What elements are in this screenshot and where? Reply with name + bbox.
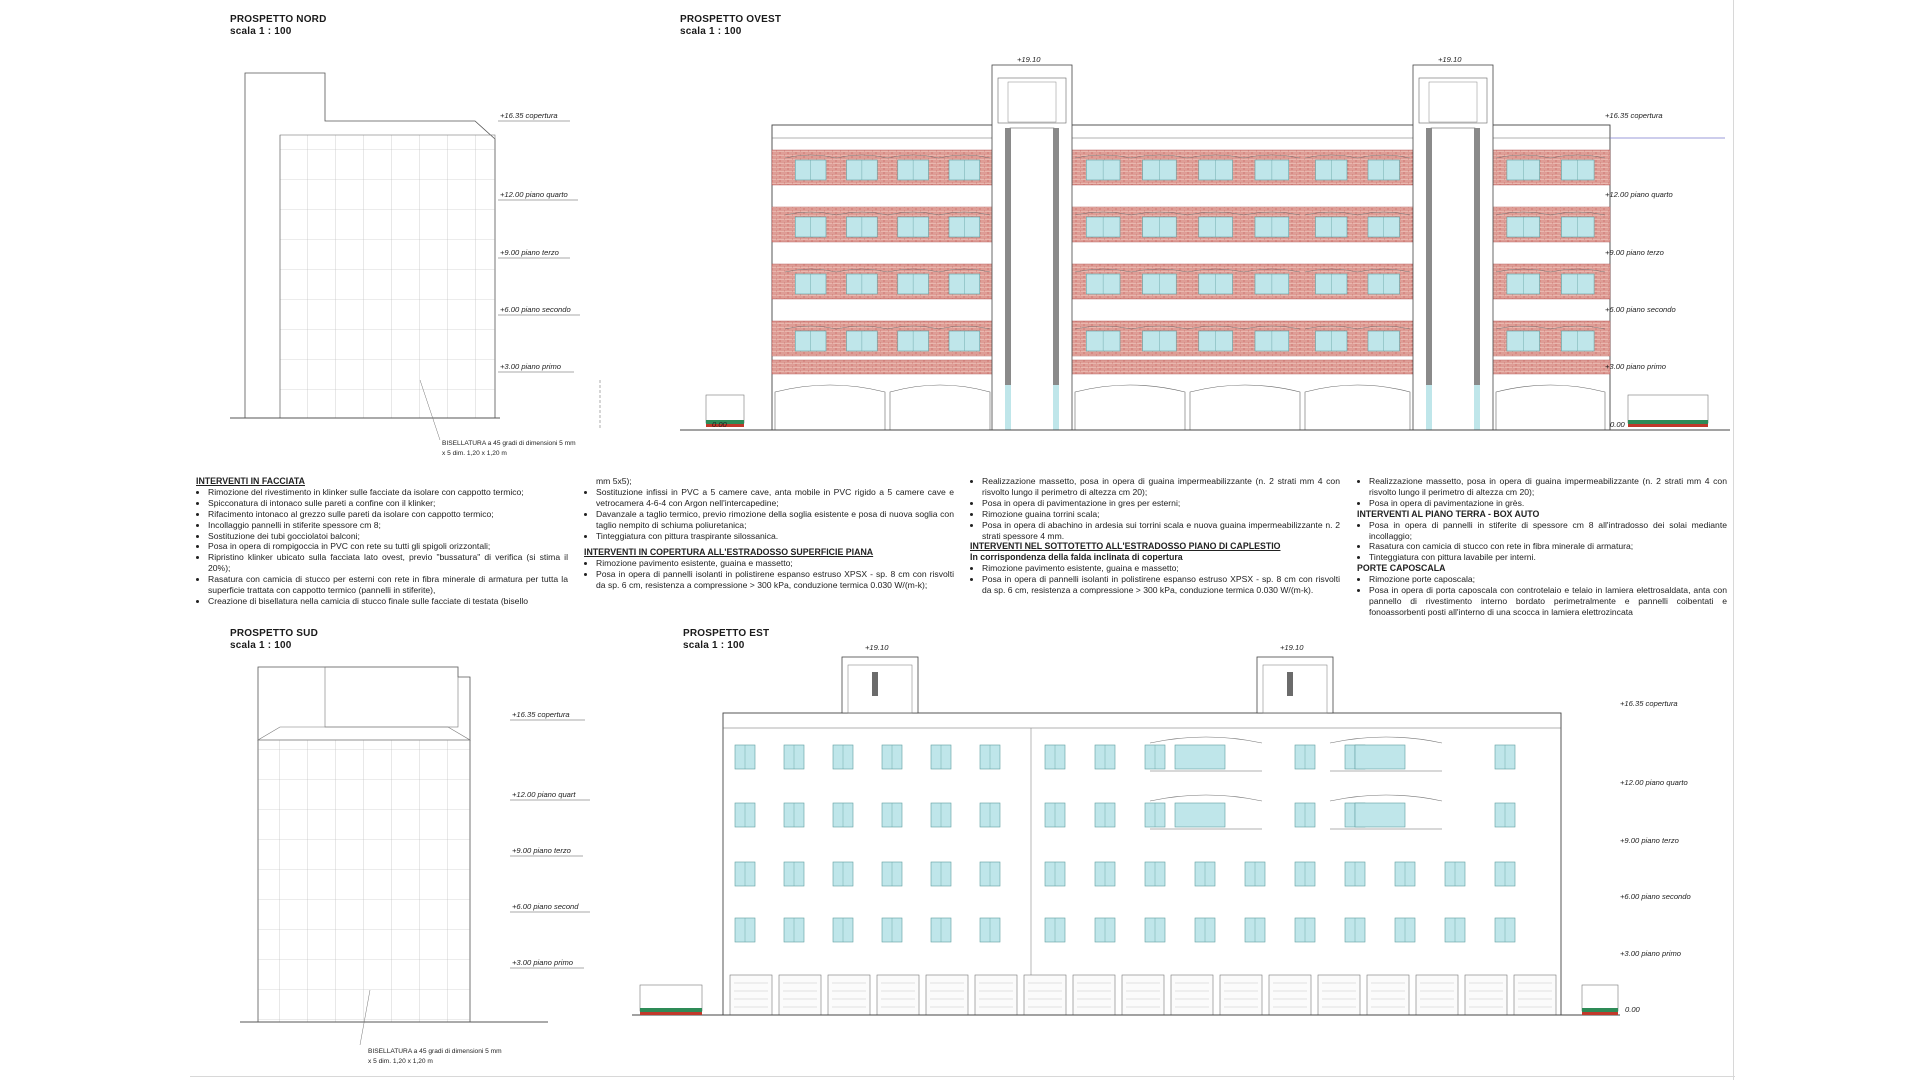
level-torrino-right: +19.10 xyxy=(1438,55,1462,64)
balcony-arch xyxy=(1330,737,1442,743)
balcony-window xyxy=(1175,745,1225,769)
garage-door xyxy=(1024,975,1066,1015)
note-item: • Ripristino klinker ubicato sulla facciata lato ovest, previo "bussatura" di verifica (si stima il 20%); xyxy=(208,552,568,574)
garage-door xyxy=(779,975,821,1015)
level-ovest-zero: 0.00 xyxy=(1610,420,1625,429)
stair-torrino-right xyxy=(1257,657,1333,713)
level-label: +9.00 piano terzo xyxy=(512,846,571,855)
level-label: +3.00 piano primo xyxy=(500,362,562,371)
garage-door xyxy=(1514,975,1556,1015)
garage-door xyxy=(730,975,772,1015)
level-est-zero: 0.00 xyxy=(1625,1005,1640,1014)
level-label: +12.00 piano quart xyxy=(512,790,576,799)
windows-est xyxy=(735,737,1515,942)
notes-list xyxy=(970,476,1340,541)
stair-torrino-left xyxy=(842,657,918,713)
notes-heading-porte-caposcala: PORTE CAPOSCALA xyxy=(1357,563,1446,574)
note-item: • Posa in opera di pavimentazione in grès. xyxy=(1369,498,1727,509)
garage-door xyxy=(1171,975,1213,1015)
level-ovest-terzo: +9.00 piano terzo xyxy=(1605,248,1664,257)
garage-arch xyxy=(890,385,990,430)
level-marker-copertura xyxy=(510,710,585,720)
garage-arch xyxy=(1305,385,1410,430)
notes-heading-copertura: INTERVENTI IN COPERTURA ALL'ESTRADOSSO SUPERFICIE PIANA xyxy=(584,547,874,558)
level-est-quarto: +12.00 piano quarto xyxy=(1620,778,1688,787)
level-label: +16.35 copertura xyxy=(512,710,570,719)
garage-door xyxy=(1073,975,1115,1015)
fence-right-ovest xyxy=(1628,395,1708,427)
view-title-text: PROSPETTO NORD xyxy=(230,14,327,25)
notes-column-1 xyxy=(196,476,568,607)
note-item: • Tinteggiatura con pittura traspirante silossanica. xyxy=(596,531,954,542)
view-scale-text: scala 1 : 100 xyxy=(230,26,292,37)
garage-door xyxy=(1318,975,1360,1015)
bisellatura-nord-line2: x 5 dim. 1,20 x 1,20 m xyxy=(442,450,507,457)
notes-list xyxy=(1357,574,1727,618)
view-scale-text: scala 1 : 100 xyxy=(680,26,742,37)
balcony-window xyxy=(1355,745,1405,769)
note-item: • Rifacimento intonaco al grezzo sulle pareti da isolare con cappotto termico; xyxy=(208,509,568,520)
bisellatura-sud-line1: BISELLATURA a 45 gradi di dimensioni 5 mm xyxy=(368,1048,502,1055)
note-item: • Sostituzione infissi in PVC a 5 camere cave, anta mobile in PVC rigido a 5 camere cave e vetrocamera 4-6-4 con Argon nell'intercapedine; xyxy=(596,487,954,509)
notes-heading-box-auto: INTERVENTI AL PIANO TERRA - BOX AUTO xyxy=(1357,508,1540,519)
level-marker-quarto xyxy=(498,190,578,200)
note-continuation: mm 5x5); xyxy=(596,476,632,486)
level-est-primo: +3.00 piano primo xyxy=(1620,949,1682,958)
garage-door xyxy=(1269,975,1311,1015)
balcony-window xyxy=(1355,803,1405,827)
note-item: • Rasatura con camicia di stucco con rete in fibra minerale di armatura; xyxy=(1369,541,1727,552)
garage-door xyxy=(877,975,919,1015)
note-item: • Posa in opera di rompigoccia in PVC con rete su tutti gli spigoli orizzontali; xyxy=(208,541,568,552)
level-label: +9.00 piano terzo xyxy=(500,248,559,257)
level-ovest-quarto: +12.00 piano quarto xyxy=(1605,190,1673,199)
notes-list xyxy=(1357,520,1727,564)
garage-door xyxy=(926,975,968,1015)
level-ovest-primo: +3.00 piano primo xyxy=(1605,362,1667,371)
level-marker-primo xyxy=(510,958,584,968)
view-title-text: PROSPETTO EST xyxy=(683,628,770,639)
note-item: • Sostituzione dei tubi gocciolatoi balconi; xyxy=(208,531,568,542)
level-est-copertura: +16.35 copertura xyxy=(1620,699,1678,708)
level-label: +3.00 piano primo xyxy=(512,958,574,967)
notes-list xyxy=(584,487,954,542)
bisellatura-nord-line1: BISELLATURA a 45 gradi di dimensioni 5 mm xyxy=(442,440,576,447)
note-item: • Creazione di bisellatura nella camicia di stucco finale sulle facciate di testata (bisello xyxy=(208,596,568,607)
balcony-arch xyxy=(1330,795,1442,801)
notes-subheading-falda: In corrispondenza della falda inclinata di copertura xyxy=(970,552,1183,563)
note-item: • Rasatura con camicia di stucco per esterni con rete in fibra minerale di armatura per tutta la superficie trattata con cappotto termico (pannelli in stiferite), xyxy=(208,574,568,596)
level-est-torrino-left: +19.10 xyxy=(865,643,889,652)
notes-list xyxy=(584,558,954,591)
notes-column-4 xyxy=(1357,476,1727,618)
note-item: • Rimozione guaina torrini scala; xyxy=(982,509,1340,520)
garage-arch xyxy=(1190,385,1300,430)
note-item: • Rimozione pavimento esistente, guaina e massetto; xyxy=(596,558,954,569)
balcony-window xyxy=(1175,803,1225,827)
note-item: • Posa in opera di pavimentazione in gres per esterni; xyxy=(982,498,1340,509)
fence-right-est xyxy=(1582,985,1618,1015)
level-marker-terzo xyxy=(510,846,583,856)
note-item: • Realizzazione massetto, posa in opera di guaina impermeabilizzante (n. 2 strati mm 4 con risvolto lungo il perimetro di altezza cm 20); xyxy=(1369,476,1727,498)
note-item: • Realizzazione massetto, posa in opera di guaina impermeabilizzante (n. 2 strati mm 4 con risvolto lungo il perimetro di altezza cm 20); xyxy=(982,476,1340,498)
view-scale-text: scala 1 : 100 xyxy=(230,640,292,651)
garage-door xyxy=(975,975,1017,1015)
note-item: • Rimozione porte caposcala; xyxy=(1369,574,1727,585)
level-torrino-left: +19.10 xyxy=(1017,55,1041,64)
bisellatura-sud-line2: x 5 dim. 1,20 x 1,20 m xyxy=(368,1058,433,1065)
note-item: • Posa in opera di pannelli isolanti in polistirene espanso estruso XPSX - sp. 8 cm con risvolti da sp. 6 cm, resistenza a compressione > 300 kPa, conduzione termica 0.030 W/(m-k); xyxy=(596,569,954,591)
level-marker-secondo xyxy=(498,305,580,315)
note-item: • Rimozione pavimento esistente, guaina e massetto; xyxy=(982,563,1340,574)
level-ovest-secondo: +6.00 piano secondo xyxy=(1605,305,1676,314)
garage-arch xyxy=(1496,385,1605,430)
elevation-nord xyxy=(230,73,600,457)
garage-door xyxy=(1416,975,1458,1015)
view-scale-text: scala 1 : 100 xyxy=(683,640,745,651)
note-item: • Posa in opera di porta caposcala con controtelaio e telaio in lamiera elettrosaldata, anta con pannello di rivestimento interno bordato perimetralmente e pannelli coibentati e fonoassorbenti posti all'interno di una scocca in lamiera elettrozincata xyxy=(1369,585,1727,618)
elevation-est xyxy=(632,643,1691,1015)
level-marker-copertura xyxy=(498,111,570,121)
level-est-torrino-right: +19.10 xyxy=(1280,643,1304,652)
level-marker-secondo xyxy=(510,902,590,912)
notes-list xyxy=(1357,476,1727,509)
garage-doors-est xyxy=(730,975,1556,1015)
level-label: +6.00 piano secondo xyxy=(500,305,571,314)
level-label: +16.35 copertura xyxy=(500,111,558,120)
garage-door xyxy=(1220,975,1262,1015)
note-item: • Posa in opera di pannelli in stiferite di spessore cm 8 all'intradosso dei solai mediante incollaggio; xyxy=(1369,520,1727,542)
elevation-ovest xyxy=(680,55,1730,430)
level-ovest-zero-left: 0.00 xyxy=(712,420,727,429)
garage-door xyxy=(828,975,870,1015)
view-title-text: PROSPETTO OVEST xyxy=(680,14,782,25)
note-item: • Posa in opera di abachino in ardesia sui torrini scala e nuova guaina impermeabilizzante n. 2 strati spessore 4 mm. xyxy=(982,520,1340,542)
notes-heading-sottotetto: INTERVENTI NEL SOTTOTETTO ALL'ESTRADOSSO PIANO DI CAPLESTIO xyxy=(970,541,1281,552)
level-ovest-copertura: +16.35 copertura xyxy=(1605,111,1663,120)
garage-door xyxy=(1465,975,1507,1015)
garage-arch xyxy=(775,385,885,430)
note-item: • Incollaggio pannelli in stiferite spessore cm 8; xyxy=(208,520,568,531)
note-item: • Davanzale a taglio termico, previo rimozione della soglia esistente e posa di nuova soglia con taglio nempito di schiuma poliuretanica; xyxy=(596,509,954,531)
balcony-arch xyxy=(1150,737,1262,743)
view-title-text: PROSPETTO SUD xyxy=(230,628,318,639)
fence-left-est xyxy=(640,985,702,1015)
notes-list xyxy=(196,487,568,607)
note-item: • Spicconatura di intonaco sulle pareti a confine con il klinker; xyxy=(208,498,568,509)
stair-tower-left xyxy=(992,65,1072,430)
stair-tower-right xyxy=(1413,65,1493,430)
notes-list xyxy=(970,563,1340,596)
level-est-terzo: +9.00 piano terzo xyxy=(1620,836,1679,845)
note-item: • Posa in opera di pannelli isolanti in polistirene espanso estruso XPSX - sp. 8 cm con risvolti da sp. 6 cm, resistenza a compressione > 300 kPa, conduzione termica 0.030 W/(m-k). xyxy=(982,574,1340,596)
level-label: +6.00 piano second xyxy=(512,902,579,911)
level-marker-terzo xyxy=(498,248,570,258)
notes-heading-facciata: INTERVENTI IN FACCIATA xyxy=(196,476,305,486)
level-marker-quarto xyxy=(510,790,590,800)
elevation-sud xyxy=(240,667,590,1065)
note-item: • Tinteggiatura con pittura lavabile per interni. xyxy=(1369,552,1727,563)
note-item: • Rimozione del rivestimento in klinker sulle facciate da isolare con cappotto termico; xyxy=(208,487,568,498)
notes-column-3 xyxy=(970,476,1340,596)
level-marker-primo xyxy=(498,362,574,372)
garage-arch xyxy=(1075,385,1185,430)
garage-door xyxy=(1122,975,1164,1015)
level-est-secondo: +6.00 piano secondo xyxy=(1620,892,1691,901)
garage-door xyxy=(1367,975,1409,1015)
notes-column-2 xyxy=(584,476,954,591)
level-label: +12.00 piano quarto xyxy=(500,190,568,199)
balcony-arch xyxy=(1150,795,1262,801)
